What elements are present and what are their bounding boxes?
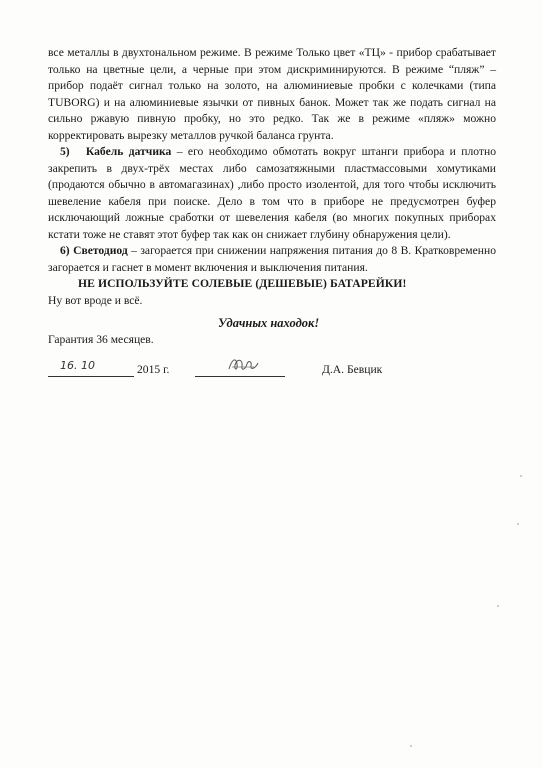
scan-speck	[520, 475, 522, 477]
scan-speck	[410, 745, 412, 747]
item-term-led: Светодиод	[73, 244, 128, 257]
paragraph-cable	[48, 144, 496, 243]
handwritten-date: 16. 10	[60, 359, 95, 372]
paragraph-modes: все металлы в двухтональном режиме. В режиме Только цвет «ТЦ» - прибор срабатывает только на цветные цели, а черные при этом дискриминируются. В режиме “пляж” – прибор подаёт сигнал только на золото, на алюминиевые пробки с колечками (типа TUBORG) и на алюминиевые язычки от пивных банок. Может так же подать сигнал на сильно ржавую пивную пробку, но это редко. Так же в режиме «пляж» можно корректировать вырезку металлов ручкой баланса грунта.	[48, 46, 496, 142]
item-text-led: – загорается при снижении напряжения питания до 8 В. Кратковременно загорается и гаснет в момент включения и выключения питания.	[48, 244, 496, 274]
scan-speck	[497, 605, 499, 607]
scan-speck	[517, 523, 519, 525]
document-body	[48, 45, 496, 309]
year-label: 2015 г.	[137, 363, 170, 376]
signer-name: Д.А. Бевцик	[322, 363, 383, 376]
closing-line: Ну вот вроде и всё.	[48, 293, 143, 307]
warranty-text: Гарантия 36 месяцев.	[48, 333, 154, 346]
item-number: 6)	[60, 244, 70, 257]
item-text-cable: – его необходимо обмотать вокруг штанги прибора и плотно закрепить в двух-трёх местах либо самозатяжными пластмассовыми хомутиками (продаются обычно в автомагазинах) ,либо просто изолентой, для того чтобы исключить шевеление кабеля при поиске. Дело в том что в приборе не предусмотрен буфер исключающий ложные сработки от шевеления кабеля (во многих покупных приборах кстати тоже не ставят этот буфер так как он снижает глубину обнаружения цели).	[48, 145, 496, 241]
paragraph-led	[48, 243, 496, 276]
item-term-cable: Кабель датчика	[85, 145, 172, 158]
good-luck-heading: Удачных находок!	[218, 316, 320, 330]
signature-scribble-icon	[226, 355, 260, 375]
item-number: 5)	[60, 145, 70, 158]
battery-warning: НЕ ИСПОЛЬЗУЙТЕ СОЛЕВЫЕ (ДЕШЕВЫЕ) БАТАРЕЙКИ!	[78, 277, 407, 290]
